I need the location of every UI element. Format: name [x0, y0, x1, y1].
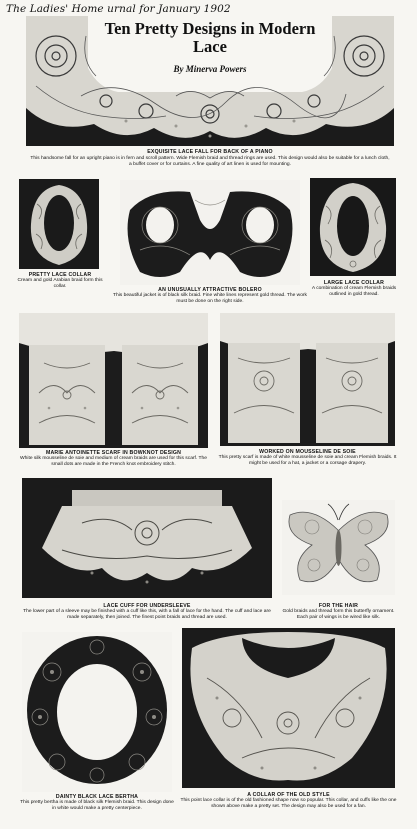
figure-5-title: MARIE ANTOINETTE SCARF IN BOWKNOT DESIGN: [45, 450, 182, 456]
figure-1-title: EXQUISITE LACE FALL FOR BACK OF A PIANO: [147, 149, 273, 155]
figure-1-caption: This handsome fall for an upright piano is in fern and scroll pattern. Wide Flemish braid and thread rings are used. This design would also be suitable for a lunch cloth, a buffet cover or for curtains. A fine quality of art linen is used for mounting.: [30, 156, 390, 167]
mousseline-scarf-photo: [220, 313, 395, 446]
figure-10-caption: This point lace collar is of the old fashioned shape now so popular. This collar, and cuffs like the one shown above make a pretty set. The design may also be used for a fan.: [180, 798, 397, 809]
figure-9-caption: This pretty bertha is made of black silk Flemish braid. This design done in white would make a pretty centerpiece.: [20, 800, 174, 811]
marie-antoinette-scarf-photo: [19, 313, 208, 448]
old-style-collar-photo: [182, 628, 395, 788]
figure-6-caption: This pretty scarf is made of white mousseline de soie and cream Flemish braids. It might be used for a hat, a jacket or a corsage drapery.: [218, 455, 397, 466]
figure-9-title: DAINTY BLACK LACE BERTHA: [55, 794, 139, 800]
figure-4-title: LARGE LACE COLLAR: [323, 280, 385, 286]
figure-3-caption: This beautiful jacket is of black silk braid. Fine white lines represent gold thread. The work must be done on the right side.: [113, 293, 307, 304]
figure-2-caption: Cream and gold Arabian braid form this collar.: [17, 278, 103, 289]
figure-5-caption: White silk mousseline de soie and medium of cream braids are used for this scarf. The small dots are made in the French knot embroidery stitch.: [20, 456, 207, 467]
figure-6-title: WORKED ON MOUSSELINE DE SOIE: [259, 449, 356, 455]
magazine-header: The Ladies' Home urnal for January 1902: [6, 3, 231, 15]
article-title: Ten Pretty Designs in Modern Lace: [104, 19, 316, 56]
large-lace-collar-photo: [310, 178, 396, 276]
bolero-photo: [120, 180, 300, 285]
figure-3-title: AN UNUSUALLY ATTRACTIVE BOLERO: [158, 287, 262, 293]
figure-2-title: PRETTY LACE COLLAR: [28, 272, 92, 278]
figure-7-caption: The lower part of a sleeve may be finished with a cuff like this, with a fall of lace for the hand. The cuff and lace are made separately, then joined. The finest point braids and thread are used.: [23, 609, 271, 620]
article-byline: By Minerva Powers: [173, 64, 247, 74]
figure-4-caption: A combination of cream Flemish braids outlined in gold thread.: [311, 286, 397, 297]
figure-8-title: FOR THE HAIR: [318, 603, 359, 609]
butterfly-hair-ornament-photo: [282, 500, 395, 595]
figure-7-title: LACE CUFF FOR UNDERSLEEVE: [103, 603, 191, 609]
pretty-lace-collar-photo: [19, 179, 99, 269]
figure-10-title: A COLLAR OF THE OLD STYLE: [247, 792, 330, 798]
lace-cuff-photo: [22, 478, 272, 598]
black-lace-bertha-photo: [22, 632, 172, 792]
figure-8-caption: Gold braids and thread form this butterfly ornament. Each pair of wings is be wired like silk.: [282, 609, 395, 620]
